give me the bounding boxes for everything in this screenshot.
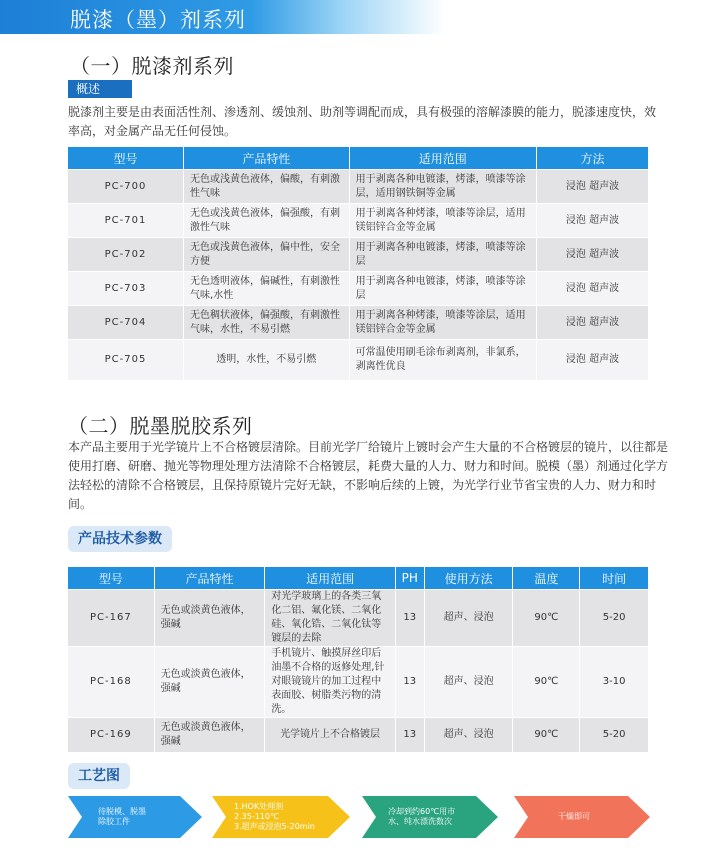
section2-intro: 本产品主要用于光学镜片上不合格镀层清除。目前光学厂给镜片上镀时会产生大量的不合格镀层的镜片，以往都是使用打磨、研磨、抛光等物理处理方法清除不合格镀层，耗费大量的人力、财力和时间。脱模（墨）剂通过化学方法轻松的清除不合格镀层，且保持原镜片完好无缺，不影响后续的上镀，为光学行业节省宝贵的人力、财力和时间。 (68, 440, 669, 511)
cell-ph: 13 (396, 718, 424, 752)
cell-model: PC-702 (68, 238, 183, 271)
cell-scope: 用于剥离各种烤漆，喷漆等涂层，适用镁铝锌合金等金属 (350, 306, 536, 339)
cell-feature: 无色或浅黄色液体，偏酸，有刺激性气味 (184, 170, 349, 203)
col-header-scope: 适用范围 (350, 147, 536, 169)
cell-model: PC-704 (68, 306, 183, 339)
cell-model: PC-169 (68, 718, 154, 752)
table-row (68, 238, 648, 271)
cell-method: 浸泡 超声波 (537, 306, 648, 339)
col-header-temp: 温度 (513, 567, 579, 589)
flow-step-4-text (558, 812, 628, 822)
col-header-scope: 适用范围 (265, 567, 395, 589)
cell-model: PC-705 (68, 340, 183, 380)
deinking-table (67, 566, 649, 753)
top-banner (0, 0, 718, 34)
cell-temp: 90℃ (513, 647, 579, 717)
cell-scope: 对光学玻璃上的各类三氧化二铝、氟化镁、二氧化硅、氧化锆、二氧化钛等镀层的去除 (265, 590, 395, 646)
section1-title: （一）脱漆剂系列 (70, 54, 234, 78)
cell-model: PC-168 (68, 647, 154, 717)
cell-model: PC-167 (68, 590, 154, 646)
cell-time: 5-20 (580, 590, 648, 646)
cell-model: PC-701 (68, 204, 183, 237)
cell-scope: 用于剥离各种电镀漆，烤漆，喷漆等涂层，适用钢铁铜等金属 (350, 170, 536, 203)
cell-method: 超声、浸泡 (425, 647, 513, 717)
section1-intro: 脱漆剂主要是由表面活性剂、渗透剂、缓蚀剂、助剂等调配而成，具有极强的溶解漆膜的能力，脱漆速度快，效率高，对金属产品无任何侵蚀。 (68, 105, 657, 138)
cell-model: PC-703 (68, 272, 183, 305)
col-header-time: 时间 (580, 567, 648, 589)
cell-method: 浸泡 超声波 (537, 340, 648, 380)
cell-scope: 可常温使用刷毛涂布剥离剂，非氯系，剥离性优良 (350, 340, 536, 380)
flow-step-2-line-1: 1.HOK处理剂 (234, 802, 284, 811)
cell-ph: 13 (396, 647, 424, 717)
flow-step-1-line-2: 除胶工件 (98, 817, 130, 826)
banner-title: 脱漆（墨）剂系列 (70, 8, 246, 32)
cell-scope: 用于剥离各种电镀漆，烤漆，喷漆等涂层 (350, 238, 536, 271)
cell-method: 浸泡 超声波 (537, 272, 648, 305)
cell-scope: 用于剥离各种烤漆，喷漆等涂层，适用镁铝锌合金等金属 (350, 204, 536, 237)
col-header-feature: 产品特性 (155, 567, 265, 589)
table-row (68, 272, 648, 305)
table-row (68, 170, 648, 203)
col-header-model: 型号 (68, 147, 183, 169)
col-header-feature: 产品特性 (184, 147, 349, 169)
tech-params-label: 产品技术参数 (68, 526, 172, 552)
flow-step-3-text (388, 807, 488, 827)
flow-step-1-line-1: 待脱模、脱墨 (98, 807, 146, 816)
table-header-row (68, 147, 648, 169)
cell-feature: 无色或淡黄色液体，强碱 (155, 718, 265, 752)
flow-step-1-text (98, 807, 188, 827)
flow-step-3-line-2: 水、纯水漂洗数次 (388, 817, 452, 826)
flow-step-4-line-1: 干燥即可 (558, 812, 590, 821)
table-row (68, 590, 648, 646)
cell-method: 超声、浸泡 (425, 718, 513, 752)
col-header-ph: PH (396, 567, 424, 589)
cell-feature: 无色或淡黄色液体，强碱 (155, 647, 265, 717)
paint-stripper-table (67, 146, 649, 381)
cell-model: PC-700 (68, 170, 183, 203)
cell-scope: 光学镜片上不合格镀层 (265, 718, 395, 752)
table-row (68, 647, 648, 717)
flow-step-2-text (234, 802, 342, 832)
cell-scope: 用于剥离各种电镀漆，烤漆，喷漆等涂层 (350, 272, 536, 305)
table-row (68, 204, 648, 237)
cell-scope: 手机镜片、触摸屏丝印后油墨不合格的返修处理,针对眼镜镜片的加工过程中表面胶、树脂类污物的清洗。 (265, 647, 395, 717)
cell-method: 浸泡 超声波 (537, 204, 648, 237)
table-header-row (68, 567, 648, 589)
cell-ph: 13 (396, 590, 424, 646)
flow-step-2-line-3: 3.超声或浸泡5-20min (234, 822, 315, 831)
cell-feature: 无色透明液体，偏碱性，有刺激性气味,水性 (184, 272, 349, 305)
cell-temp: 90℃ (513, 718, 579, 752)
flow-step-2 (212, 796, 350, 838)
section2-title: （二）脱墨脱胶系列 (68, 414, 253, 438)
table-row (68, 340, 648, 380)
cell-method: 浸泡 超声波 (537, 238, 648, 271)
process-label: 工艺图 (68, 763, 130, 789)
flow-step-3 (362, 796, 498, 838)
col-header-method: 使用方法 (425, 567, 513, 589)
cell-feature: 透明，水性，不易引燃 (184, 340, 349, 380)
overview-tag: 概述 (68, 80, 132, 98)
cell-time: 3-10 (580, 647, 648, 717)
cell-method: 超声、浸泡 (425, 590, 513, 646)
cell-feature: 无色或淡黄色液体，强碱 (155, 590, 265, 646)
col-header-model: 型号 (68, 567, 154, 589)
cell-feature: 无色或浅黄色液体，偏强酸，有刺激性气味 (184, 204, 349, 237)
cell-method: 浸泡 超声波 (537, 170, 648, 203)
cell-feature: 无色或浅黄色液体，偏中性，安全方便 (184, 238, 349, 271)
table-row (68, 306, 648, 339)
flow-step-4 (514, 796, 650, 838)
cell-temp: 90℃ (513, 590, 579, 646)
flow-step-1 (68, 796, 202, 838)
col-header-method: 方法 (537, 147, 648, 169)
table-row (68, 718, 648, 752)
cell-feature: 无色稠状液体，偏强酸，有刺激性气味，水性，不易引燃 (184, 306, 349, 339)
cell-time: 5-20 (580, 718, 648, 752)
flow-step-2-line-2: 2.35-110℃ (234, 812, 279, 821)
flow-step-3-line-1: 冷却到约60℃用市 (388, 807, 456, 816)
